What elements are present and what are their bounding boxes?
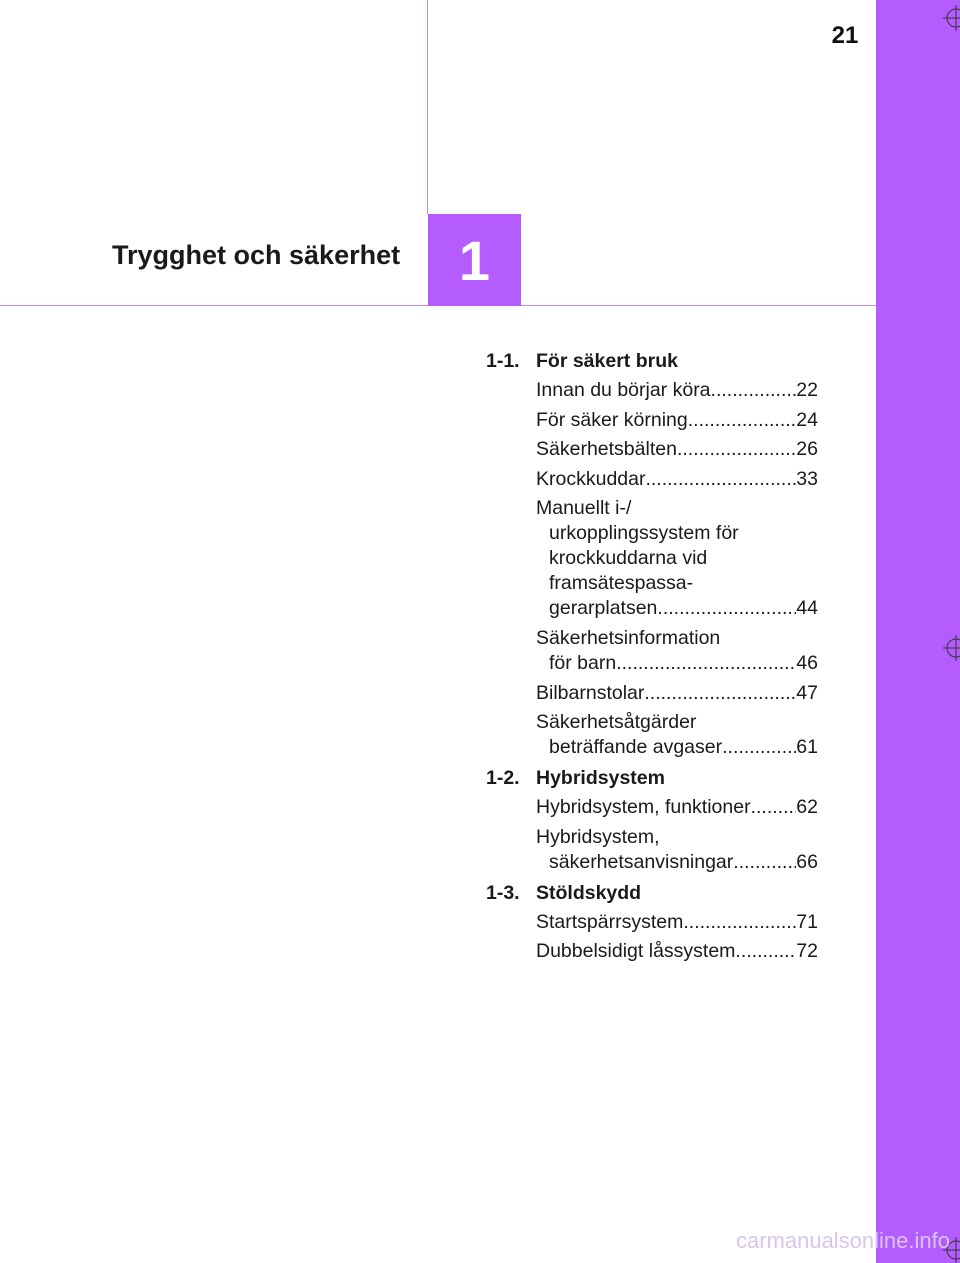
dot-leader xyxy=(733,850,796,875)
toc-entry[interactable] xyxy=(536,681,818,706)
registration-mark-icon xyxy=(943,5,960,31)
entry-title: Dubbelsidigt låssystem xyxy=(536,940,736,963)
dot-leader xyxy=(683,910,796,935)
entry-page-number: 33 xyxy=(796,467,818,490)
section-number: 1-1. xyxy=(486,350,520,372)
toc-section-heading xyxy=(486,881,818,906)
toc-entry[interactable] xyxy=(536,626,818,676)
toc-entry[interactable] xyxy=(536,408,818,433)
entry-page-number: 24 xyxy=(796,408,818,431)
toc-entry[interactable] xyxy=(536,437,818,462)
toc-entry[interactable] xyxy=(536,378,818,403)
chapter-title: Trygghet och säkerhet xyxy=(112,240,401,270)
entry-title-last-line: beträffande avgaser xyxy=(549,736,723,759)
section-number: 1-2. xyxy=(486,767,520,790)
entry-title-last-line: gerarplatsen xyxy=(549,597,658,620)
toc-entry[interactable] xyxy=(536,710,818,760)
section-title: För säkert bruk xyxy=(536,350,678,372)
dot-leader xyxy=(751,795,797,820)
toc-entry[interactable] xyxy=(536,910,818,935)
entry-page-number: 62 xyxy=(796,796,818,819)
entry-page-number: 26 xyxy=(796,438,818,461)
entry-page-number: 47 xyxy=(796,681,818,704)
entry-page-number: 66 xyxy=(796,850,818,873)
dot-leader xyxy=(711,378,797,403)
entry-title: Hybridsystem, xyxy=(536,825,660,848)
entry-title: Hybridsystem, funktioner xyxy=(536,796,751,819)
chapter-number: 1 xyxy=(458,228,491,292)
toc-entry[interactable] xyxy=(536,795,818,820)
toc-entry[interactable] xyxy=(536,939,818,964)
entry-page-number: 46 xyxy=(796,651,818,674)
table-of-contents xyxy=(486,349,818,970)
dot-leader xyxy=(644,681,796,706)
dot-leader xyxy=(657,596,796,621)
section-title: Hybridsystem xyxy=(536,767,665,790)
toc-section-heading xyxy=(486,349,818,374)
section-title: Stöldskydd xyxy=(536,881,642,904)
toc-entry[interactable] xyxy=(536,467,818,492)
entry-title: För säker körning xyxy=(536,408,688,431)
entry-title-continued: urkopplingssystem för krockkuddarna vid framsätespassa- xyxy=(549,522,739,595)
entry-page-number: 22 xyxy=(796,379,818,401)
chapter-side-bar xyxy=(876,0,960,1263)
entry-title: Säkerhetsinformation xyxy=(536,626,721,649)
entry-title: Innan du börjar köra xyxy=(536,379,711,401)
page-number: 21 xyxy=(831,22,859,49)
dot-leader xyxy=(688,408,797,433)
dot-leader xyxy=(677,437,796,462)
toc-entry[interactable] xyxy=(536,496,818,621)
toc-entry[interactable] xyxy=(536,825,818,875)
entry-title: Säkerhetsåtgärder xyxy=(536,711,697,734)
entry-title: Krockkuddar xyxy=(536,467,646,490)
entry-title: Manuellt i-/ xyxy=(536,497,632,520)
entry-title-last-line: säkerhetsanvisningar xyxy=(549,850,734,873)
entry-page-number: 44 xyxy=(796,597,818,620)
entry-title: Startspärrsystem xyxy=(536,910,684,933)
dot-leader xyxy=(645,467,796,492)
toc-section-heading xyxy=(486,766,818,791)
entry-title-last-line: för barn xyxy=(549,651,617,674)
dot-leader xyxy=(616,651,796,676)
watermark: carmanualsonline.info xyxy=(735,1228,950,1253)
registration-mark-icon xyxy=(943,635,960,661)
dot-leader xyxy=(735,939,796,964)
divider-vertical xyxy=(427,0,428,214)
chapter-number-box xyxy=(428,214,521,306)
entry-page-number: 71 xyxy=(796,910,818,933)
entry-page-number: 61 xyxy=(796,736,818,759)
dot-leader xyxy=(722,735,796,760)
entry-title: Säkerhetsbälten xyxy=(536,438,677,461)
entry-page-number: 72 xyxy=(796,940,818,963)
entry-title: Bilbarnstolar xyxy=(536,681,645,704)
section-number: 1-3. xyxy=(486,881,520,904)
